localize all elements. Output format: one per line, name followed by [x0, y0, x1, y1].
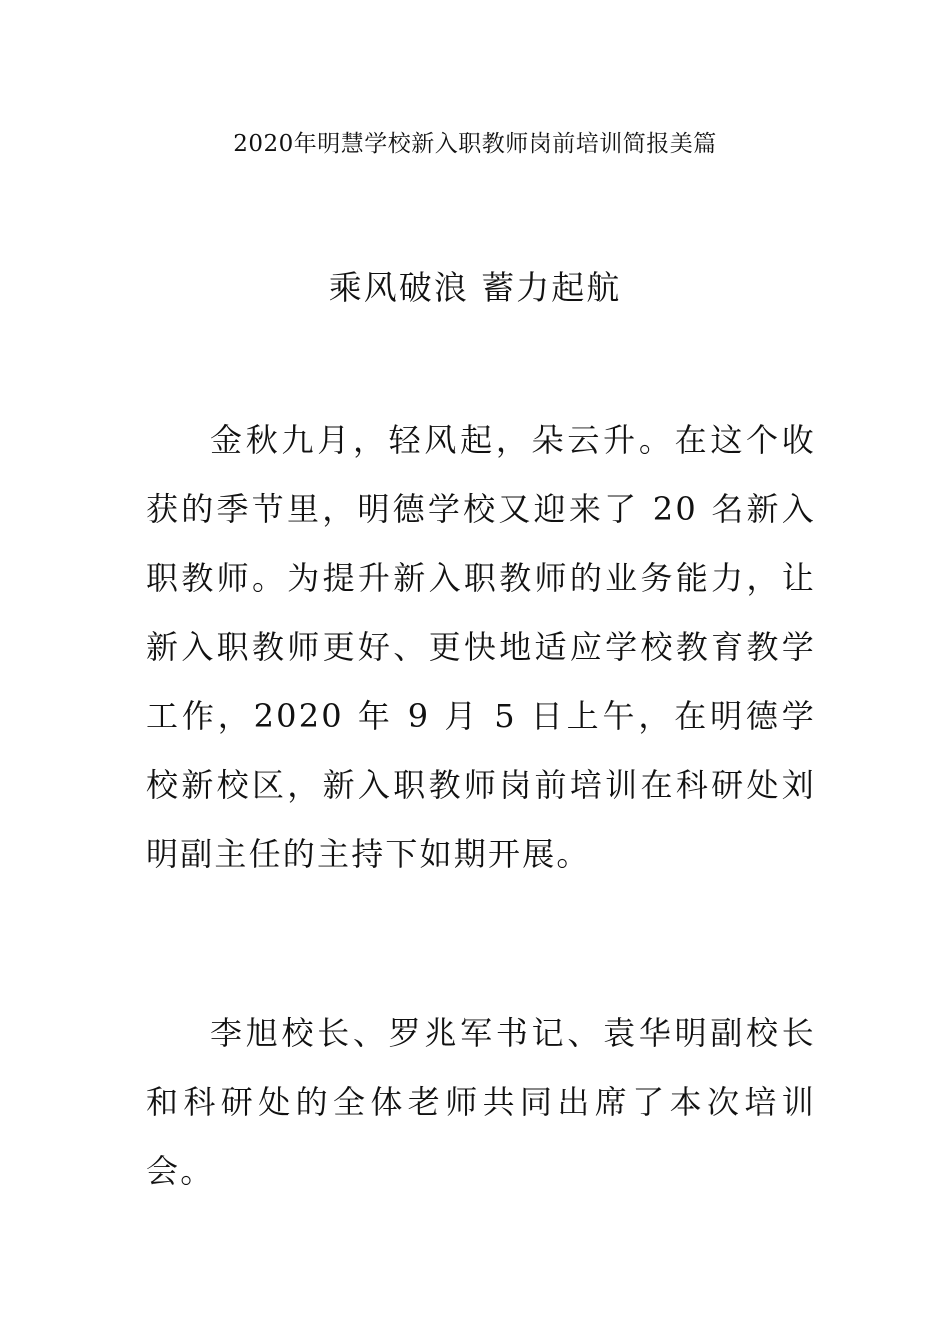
document-subtitle: 乘风破浪 蓄力起航 — [328, 268, 622, 307]
body-paragraph: 李旭校长、罗兆军书记、袁华明副校长和科研处的全体老师共同出席了本次培训会。 — [146, 1014, 816, 1190]
body-paragraph: 金秋九月，轻风起，朵云升。在这个收获的季节里，明德学校又迎来了 20 名新入职教师。为提升新入职教师的业务能力，让新入职教师更好、更快地适应学校教育教学工作，2020 年 9 月 5 日上午，在明德学校新校区，新入职教师岗前培训在科研处刘明副主任的主持下如期开展。 — [146, 421, 816, 873]
document-title: 2020年明慧学校新入职教师岗前培训简报美篇 — [233, 131, 717, 157]
